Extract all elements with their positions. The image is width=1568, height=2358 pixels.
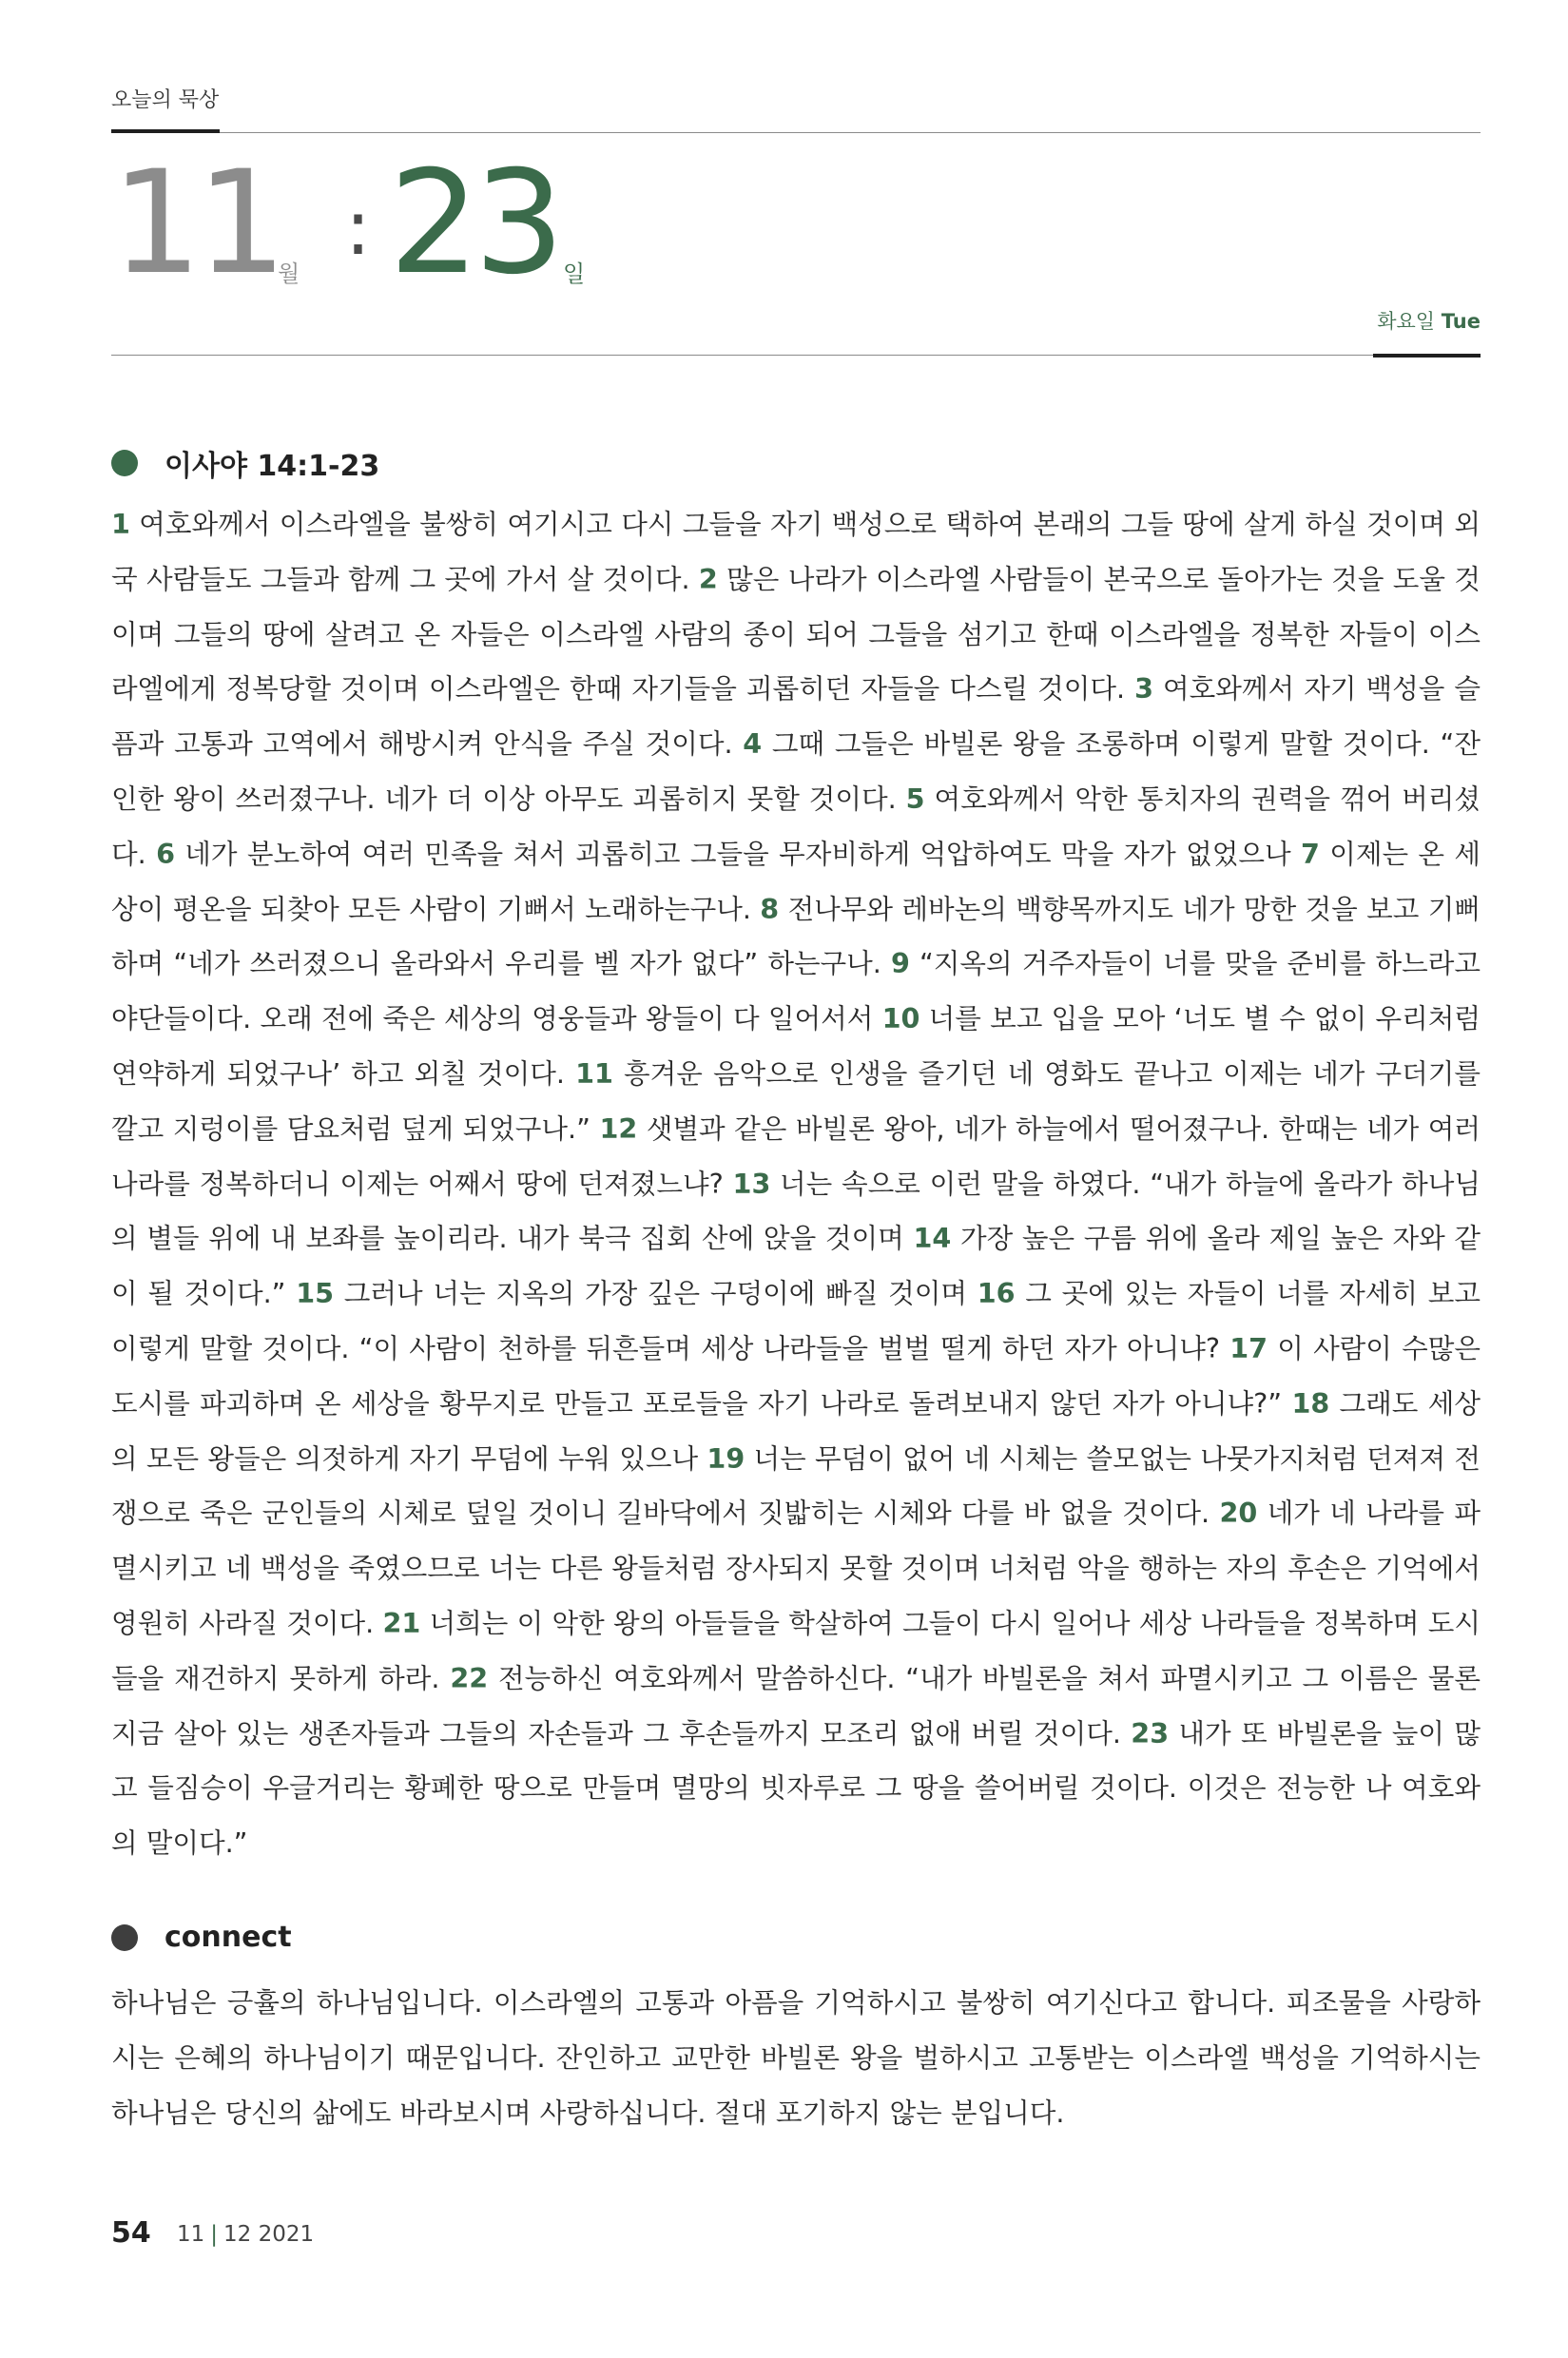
verse-text: 내가 또 바빌론을 늪이 많고 들짐승이 우글거리는 황폐한 땅으로 만들며 멸망의 빗자루로 그 땅을 쓸어버릴 것이다. 이것은 전능한 나 여호와의 말이다.” [111,1716,1481,1860]
verse-text: 그래도 세상의 모든 왕들은 의젓하게 자기 무덤에 누워 있으나 [111,1386,1481,1475]
issue-month-b: 12 2021 [223,2222,315,2247]
verse-text: 샛별과 같은 바빌론 왕아, 네가 하늘에서 떨어졌구나. 한때는 네가 여러 나라를 정복하더니 이제는 어째서 땅에 던져졌느냐? [111,1111,1481,1200]
verse-number: 18 [1291,1386,1330,1420]
verse-text: 가장 높은 구름 위에 올라 제일 높은 자와 같이 될 것이다.” [111,1222,1481,1310]
bullet-dot-icon [111,450,138,476]
verse-number: 6 [156,837,175,870]
section-label: 오늘의 묵상 [111,88,220,112]
verse-number: 1 [111,508,130,540]
verse-number: 23 [1131,1716,1170,1749]
issue-separator: | [210,2222,219,2247]
verse-number: 4 [743,727,763,761]
scripture-reference: 이사야 14:1-23 [165,450,380,483]
verse-number: 2 [698,562,718,595]
verse-text: 너희는 이 악한 왕의 아들들을 학살하여 그들이 다시 일어나 세상 나라들을 정복하며 도시들을 재건하지 못하게 하라. [111,1606,1481,1694]
weekday-english: Tue [1441,310,1481,333]
verse-text: 여호와께서 악한 통치자의 권력을 꺾어 버리셨다. [111,782,1481,870]
weekday-korean: 화요일 [1377,310,1436,333]
verse-text: 여호와께서 자기 백성을 슬픔과 고통과 고역에서 해방시켜 안식을 주실 것이다. [111,672,1481,761]
verse-number: 19 [707,1441,745,1475]
connect-title: connect [165,1921,292,1954]
verse-text: 그러나 너는 지옥의 가장 깊은 구덩이에 빠질 것이며 [334,1277,978,1310]
verse-number: 14 [913,1222,952,1255]
verse-number: 3 [1134,672,1154,705]
bullet-dot-icon [111,1924,138,1951]
verse-text: 이 사람이 수많은 도시를 파괴하며 온 세상을 황무지로 만들고 포로들을 자기 나라로 돌려보내지 않던 자가 아니냐?” [111,1331,1481,1420]
verse-text: “지옥의 거주자들이 너를 맞을 준비를 하느라고 야단들이다. 오래 전에 죽은 세상의 영웅들과 왕들이 다 일어서서 [111,947,1481,1035]
month-number: 11 [111,141,281,306]
verse-number: 16 [977,1277,1016,1310]
verse-number: 12 [599,1111,638,1145]
scripture-text [111,497,1481,1871]
connect-text: 하나님은 긍휼의 하나님입니다. 이스라엘의 고통과 아픔을 기억하시고 불쌍히 여기신다고 합니다. 피조물을 사랑하시는 은혜의 하나님이기 때문입니다. 잔인하고 교만한 바빌론 왕을 벌하시고 고통받는 이스라엘 백성을 기억하시는 하나님은 당신의 삶에도 바라보시며 사랑하십니다. 절대 포기하지 않는 분입니다. [111,1986,1481,2129]
verse-text: 흥겨운 음악으로 인생을 즐기던 네 영화도 끝나고 이제는 네가 구더기를 깔고 지렁이를 담요처럼 덮게 되었구나.” [111,1056,1481,1145]
verse-number: 15 [296,1277,335,1310]
verse-text: 이제는 온 세상이 평온을 되찾아 모든 사람이 기뻐서 노래하는구나. [111,837,1481,925]
verse-number: 11 [575,1056,613,1090]
date-separator: : [345,184,371,272]
verse-number: 5 [905,782,925,815]
verse-number: 20 [1219,1497,1258,1530]
verse-text: 여호와께서 이스라엘을 불쌍히 여기시고 다시 그들을 자기 백성으로 택하여 본래의 그들 땅에 살게 하실 것이며 외국 사람들도 그들과 함께 그 곳에 가서 살 것이다. [111,508,1481,595]
verse-number: 22 [450,1661,489,1694]
date-divider [111,355,1481,356]
verse-text: 네가 분노하여 여러 민족을 쳐서 괴롭히고 그들을 무자비하게 억압하여도 막을 자가 없었으나 [174,837,1301,870]
verse-number: 10 [881,1002,920,1035]
verse-text: 그 곳에 있는 자들이 너를 자세히 보고 이렇게 말할 것이다. “이 사람이 천하를 뒤흔들며 세상 나라들을 벌벌 떨게 하던 자가 아니냐? [111,1277,1481,1364]
verse-text: 많은 나라가 이스라엘 사람들이 본국으로 돌아가는 것을 도울 것이며 그들의 땅에 살려고 온 자들은 이스라엘 사람의 종이 되어 그들을 섬기고 한때 이스라엘을 정복한 자들이 이스라엘에게 정복당할 것이며 이스라엘은 한때 자기들을 괴롭히던 자들을 다스릴 것이다. [111,562,1481,705]
verse-text: 전나무와 레바논의 백향목까지도 네가 망한 것을 보고 기뻐하며 “네가 쓰러졌으니 올라와서 우리를 벨 자가 없다” 하는구나. [111,892,1481,980]
day-unit: 일 [563,261,586,287]
verse-text: 너는 속으로 이런 말을 하였다. “내가 하늘에 올라가 하나님의 별들 위에 내 보좌를 높이리라. 내가 북극 집회 산에 앉을 것이며 [111,1167,1481,1255]
header-divider [111,132,1481,133]
issue-month-a: 11 [177,2222,205,2247]
verse-number: 8 [760,892,780,925]
verse-text: 네가 네 나라를 파멸시키고 네 백성을 죽였으므로 너는 다른 왕들처럼 장사되지 못할 것이며 너처럼 악을 행하는 자의 후손은 기억에서 영원히 사라질 것이다. [111,1497,1481,1639]
header-divider-accent [111,129,220,133]
month-unit: 월 [278,261,300,287]
issue-info [177,2222,314,2247]
verse-text: 전능하신 여호와께서 말씀하신다. “내가 바빌론을 쳐서 파멸시키고 그 이름은 물론 지금 살아 있는 생존자들과 그들의 자손들과 그 후손들까지 모조리 없애 버릴 것이다. [111,1661,1481,1749]
verse-text: 그때 그들은 바빌론 왕을 조롱하며 이렇게 말할 것이다. “잔인한 왕이 쓰러졌구나. 네가 더 이상 아무도 괴롭히지 못할 것이다. [111,727,1481,815]
verse-number: 9 [890,947,910,980]
verse-number: 7 [1300,837,1320,870]
weekday [1377,306,1481,335]
verse-text: 너는 무덤이 없어 네 시체는 쓸모없는 나뭇가지처럼 던져져 전쟁으로 죽은 군인들의 시체로 덮일 것이니 길바닥에서 짓밟히는 시체와 다를 바 없을 것이다. [111,1441,1481,1530]
page-number: 54 [111,2216,151,2250]
verse-text: 너를 보고 입을 모아 ‘너도 별 수 없이 우리처럼 연약하게 되었구나’ 하고 외칠 것이다. [111,1002,1481,1090]
day-number: 23 [389,141,559,306]
verse-number: 17 [1229,1331,1268,1364]
verse-number: 21 [382,1606,421,1639]
verse-number: 13 [732,1167,771,1200]
date-divider-accent [1373,354,1481,358]
connect-heading [111,1921,292,1954]
scripture-heading [111,442,379,484]
